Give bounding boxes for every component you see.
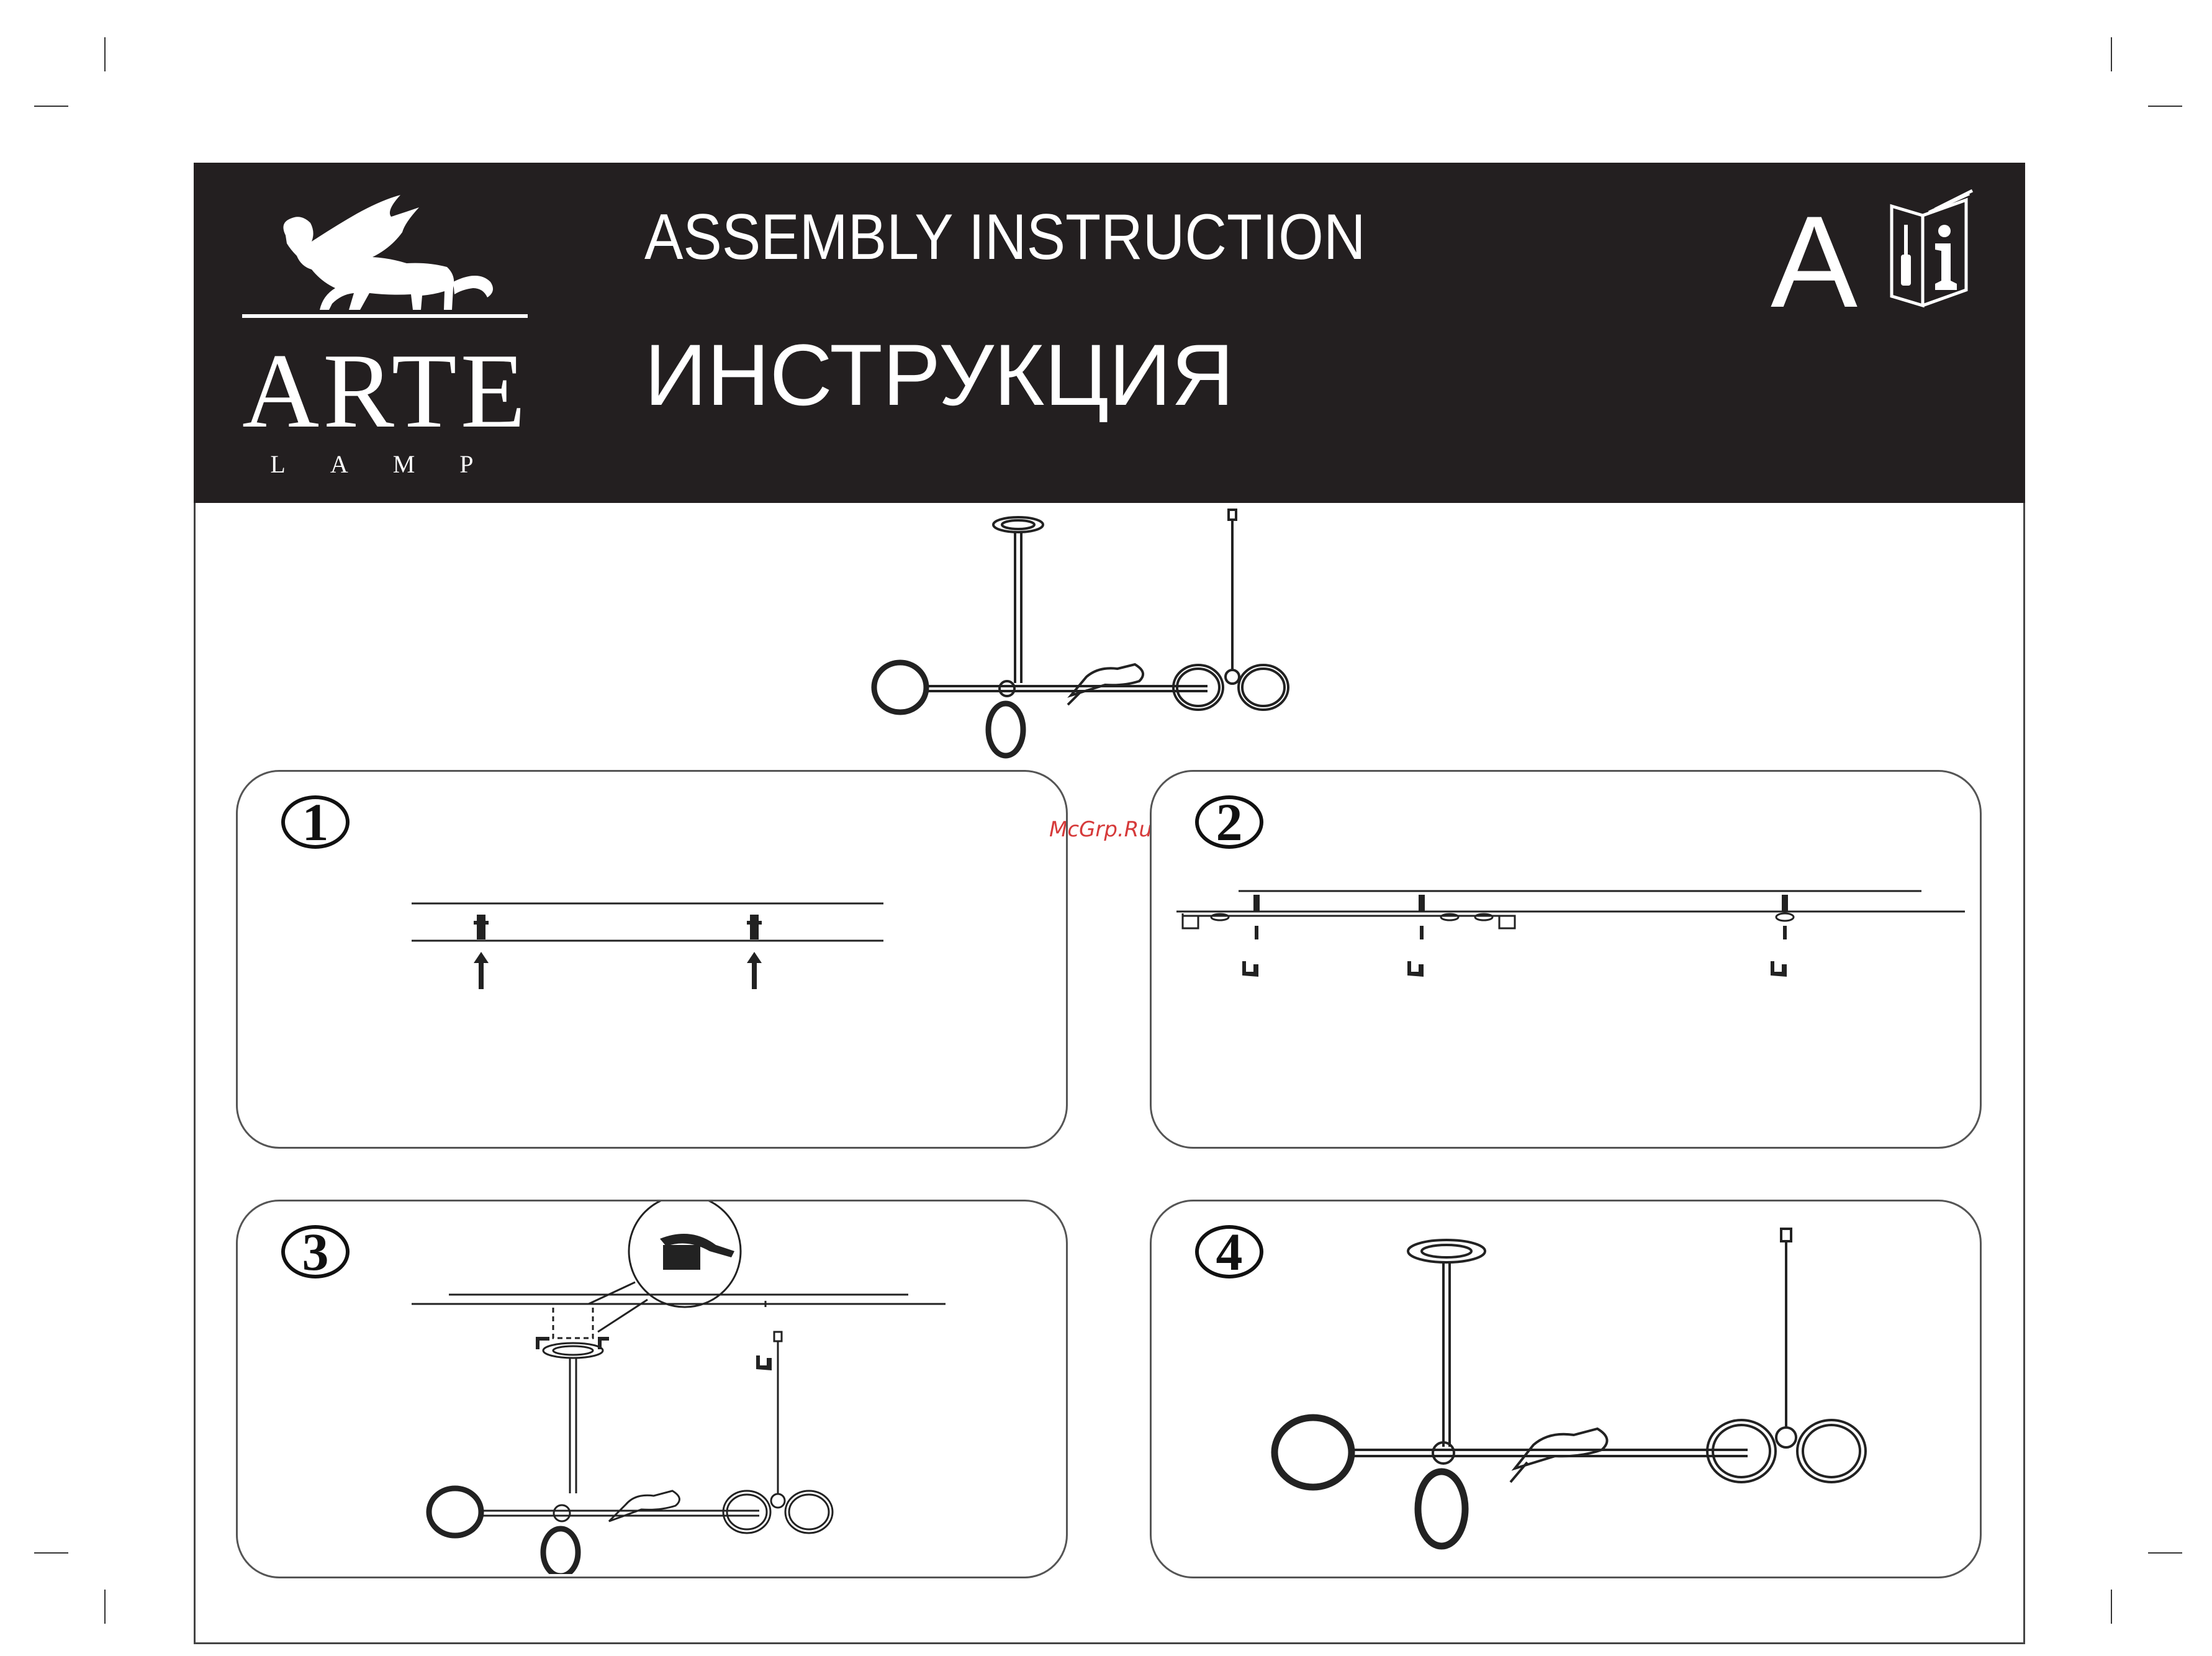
step-number: 4 [1195,1225,1263,1278]
step-3-panel [236,1200,1068,1578]
brand-name: ARTE [242,332,530,450]
step-number: 2 [1195,795,1263,849]
step-2-panel [1150,770,1982,1149]
wall-anchor-icon [747,915,762,989]
griffin-logo-icon [242,189,528,325]
title-russian: ИНСТРУКЦИЯ [644,326,1234,423]
crop-mark [104,37,106,71]
screw-icon [1242,895,1260,977]
brand-logo [242,189,530,478]
manual-book-icon [1885,181,1979,312]
step-3-drawing [412,1201,1032,1574]
header-bar [194,163,2025,503]
title-english: ASSEMBLY INSTRUCTION [644,201,1366,273]
wire-connector-icon [660,1234,734,1270]
crop-mark [34,106,68,107]
step-1-drawing [412,896,896,995]
watermark-text: McGrp.Ru [1049,817,1152,842]
language-mark: A [1771,189,1858,335]
screwdriver-icon [1901,225,1911,286]
brand-subtitle: LAMP [270,450,518,478]
step-number: 3 [281,1225,350,1278]
step-2-drawing [1176,884,1971,995]
assembled-lamp-drawing [857,506,1329,767]
screw-icon [1771,895,1788,977]
screw-icon [1407,895,1425,977]
crop-mark [34,1552,68,1554]
crop-mark [2111,37,2112,71]
crop-mark [104,1590,106,1624]
crop-mark [2111,1590,2112,1624]
wall-anchor-icon [474,915,489,989]
info-i-icon [1935,225,1957,290]
step-4-drawing [1270,1226,1890,1562]
step-1-panel [236,770,1068,1149]
crop-mark [2148,1552,2182,1554]
crop-mark [2148,106,2182,107]
screw-icon [536,1337,772,1370]
step-4-panel [1150,1200,1982,1578]
step-number: 1 [281,795,350,849]
